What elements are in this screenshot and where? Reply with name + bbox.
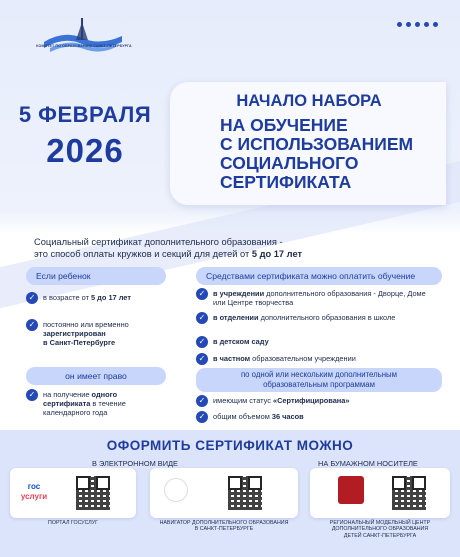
decorative-dots: [397, 22, 438, 27]
left-head-child: Если ребенок: [26, 267, 166, 285]
check-icon: ✓: [196, 411, 208, 423]
how-to-apply-title: ОФОРМИТЬ СЕРТИФИКАТ МОЖНО: [106, 438, 354, 453]
check-icon: ✓: [26, 319, 38, 331]
list-item-status: ✓ имеющим статус «Сертифицирована»: [196, 396, 436, 407]
electronic-label: В ЭЛЕКТРОННОМ ВИДЕ: [92, 459, 178, 468]
paper-label: НА БУМАЖНОМ НОСИТЕЛЕ: [318, 459, 418, 468]
gosuslugi-caption: ПОРТАЛ ГОСУСЛУГ: [48, 520, 98, 526]
logo-caption: КОМИТЕТ ПО ОБРАЗОВАНИЮ САНКТ-ПЕТЕРБУРГА: [36, 44, 132, 48]
right-head-programs: по одной или нескольким дополнительным образовательным программам: [196, 368, 442, 392]
check-icon: ✓: [196, 353, 208, 365]
check-icon: ✓: [26, 292, 38, 304]
right-head-pay: Средствами сертификата можно оплатить обучение: [196, 267, 442, 285]
headline-panel: [170, 82, 446, 205]
list-item-age: ✓ в возрасте от 5 до 17 лет: [26, 293, 176, 304]
navigator-logo-icon: [164, 478, 188, 502]
regional-center-emblem-icon: [338, 476, 364, 504]
headline-main: НАЧАЛО НАБОРА: [236, 92, 382, 110]
list-item-hours: ✓ общим объемом 36 часов: [196, 412, 436, 423]
check-icon: ✓: [196, 395, 208, 407]
list-item-institution: ✓ в учреждении дополнительного образования - Дворце, Доме или Центре творчества: [196, 289, 436, 307]
date-year: 2026: [46, 132, 124, 169]
gosuslugi-logo-icon: [18, 478, 50, 504]
regional-center-qr-code[interactable]: [392, 476, 426, 510]
navigator-caption: НАВИГАТОР ДОПОЛНИТЕЛЬНОГО ОБРАЗОВАНИЯ В САНКТ-ПЕТЕРБУРГЕ: [159, 520, 289, 533]
left-head-right: он имеет право: [26, 367, 166, 385]
committee-logo-icon: [24, 12, 142, 68]
list-item-school: ✓ в отделении дополнительного образования в школе: [196, 313, 436, 324]
headline-sub: НА ОБУЧЕНИЕ С ИСПОЛЬЗОВАНИЕМ СОЦИАЛЬНОГО СЕРТИФИКАТА: [220, 115, 414, 192]
list-item-private: ✓ в частном образовательном учреждении: [196, 354, 436, 365]
check-icon: ✓: [196, 288, 208, 300]
svg-text:гос: гос: [27, 482, 41, 491]
check-icon: ✓: [26, 389, 38, 401]
list-item-certificate: ✓ на получение одного сертификата в течение календарного года: [26, 390, 166, 418]
svg-text:услуги: услуги: [20, 492, 48, 501]
start-date: [10, 96, 160, 190]
check-icon: ✓: [196, 312, 208, 324]
intro-text: Социальный сертификат дополнительного образования - это способ оплаты кружков и секций для детей от 5 до 17 лет: [34, 237, 303, 259]
check-icon: ✓: [196, 336, 208, 348]
regional-center-caption: РЕГИОНАЛЬНЫЙ МОДЕЛЬНЫЙ ЦЕНТР ДОПОЛНИТЕЛЬНОГО ОБРАЗОВАНИЯ ДЕТЕЙ САНКТ-ПЕТЕРБУРГА: [329, 520, 431, 539]
date-day: 5 ФЕВРАЛЯ: [18, 102, 152, 127]
gosuslugi-qr-code[interactable]: [76, 476, 110, 510]
regional-center-card[interactable]: [310, 468, 450, 518]
list-item-registration: ✓ постоянно или временно зарегистрирован в Санкт-Петербурге: [26, 320, 176, 348]
navigator-qr-code[interactable]: [228, 476, 262, 510]
list-item-kindergarten: ✓ в детском саду: [196, 337, 436, 348]
